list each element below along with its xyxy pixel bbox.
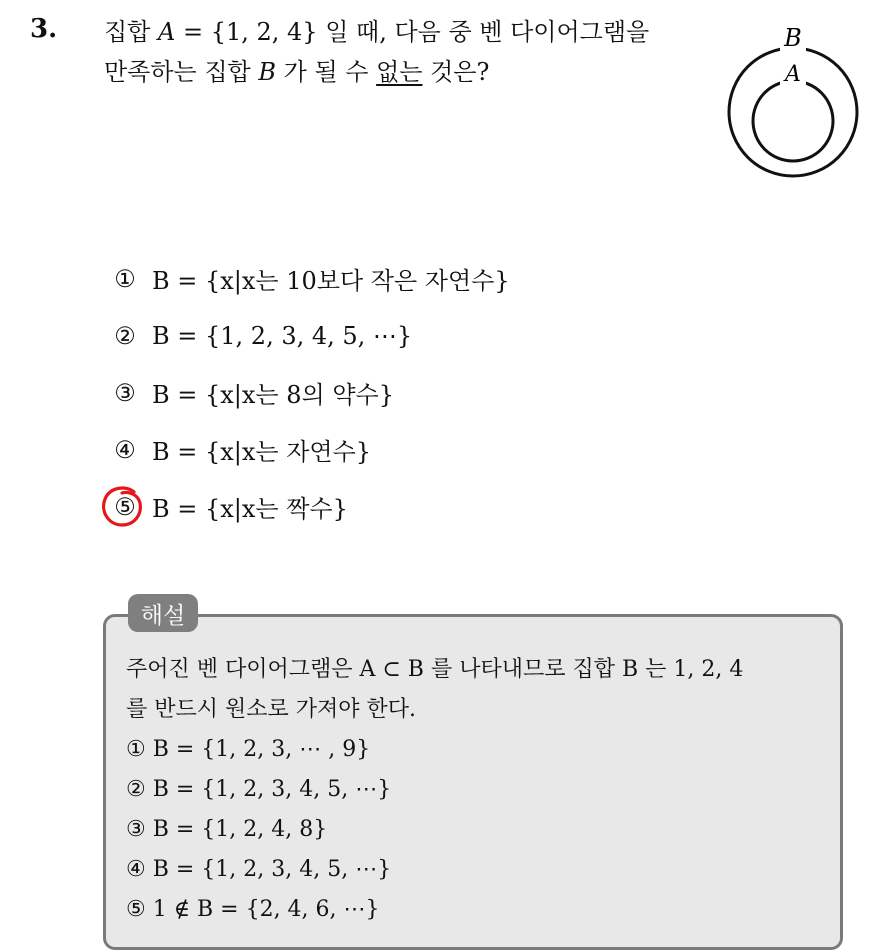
choice-mark: ② — [114, 321, 136, 350]
choice-4[interactable] — [112, 421, 510, 478]
venn-label-b: B — [784, 24, 802, 52]
choice-mark: ④ — [114, 435, 136, 464]
explanation-item: ④ B = {1, 2, 3, 4, 5, ⋯} — [126, 857, 392, 882]
choice-text: B = {x|x는 자연수} — [152, 438, 372, 466]
choice-mark-text: ⑤ — [114, 492, 136, 521]
venn-set-a-circle — [753, 81, 833, 161]
explanation-item: ③ B = {1, 2, 4, 8} — [126, 817, 328, 842]
choice-text: B = {x|x는 짝수} — [152, 495, 348, 523]
answer-choices — [112, 250, 510, 535]
venn-diagram — [722, 22, 864, 180]
choice-mark — [112, 493, 138, 521]
question-number: 3. — [30, 14, 58, 44]
explanation-item: ⑤ 1 ∉ B = {2, 4, 6, ⋯} — [126, 897, 380, 922]
explanation-line: 주어진 벤 다이어그램은 A ⊂ B 를 나타내므로 집합 B 는 1, 2, 4 — [126, 657, 744, 682]
choice-text: B = {x|x는 10보다 작은 자연수} — [152, 267, 510, 295]
choice-mark: ① — [114, 264, 136, 293]
choice-mark: ③ — [114, 378, 136, 407]
venn-label-a: A — [785, 62, 801, 87]
choice-1[interactable] — [112, 250, 510, 307]
explanation-line: 를 반드시 원소로 가져야 한다. — [126, 697, 416, 722]
question-text-line-2: 만족하는 집합 B 가 될 수 없는 것은? — [104, 58, 490, 86]
choice-text: B = {1, 2, 3, 4, 5, ⋯} — [152, 321, 413, 350]
question-text-line-1: 집합 A = {1, 2, 4} 일 때, 다음 중 벤 다이어그램을 — [104, 18, 650, 46]
choice-5[interactable] — [112, 478, 510, 535]
choice-2[interactable] — [112, 307, 510, 364]
explanation-item: ② B = {1, 2, 3, 4, 5, ⋯} — [126, 777, 392, 802]
explanation-text — [126, 650, 743, 930]
choice-text: B = {x|x는 8의 약수} — [152, 381, 394, 409]
explanation-tag: 해설 — [128, 594, 198, 632]
explanation-item: ① B = {1, 2, 3, ⋯ , 9} — [126, 737, 371, 762]
choice-3[interactable] — [112, 364, 510, 421]
